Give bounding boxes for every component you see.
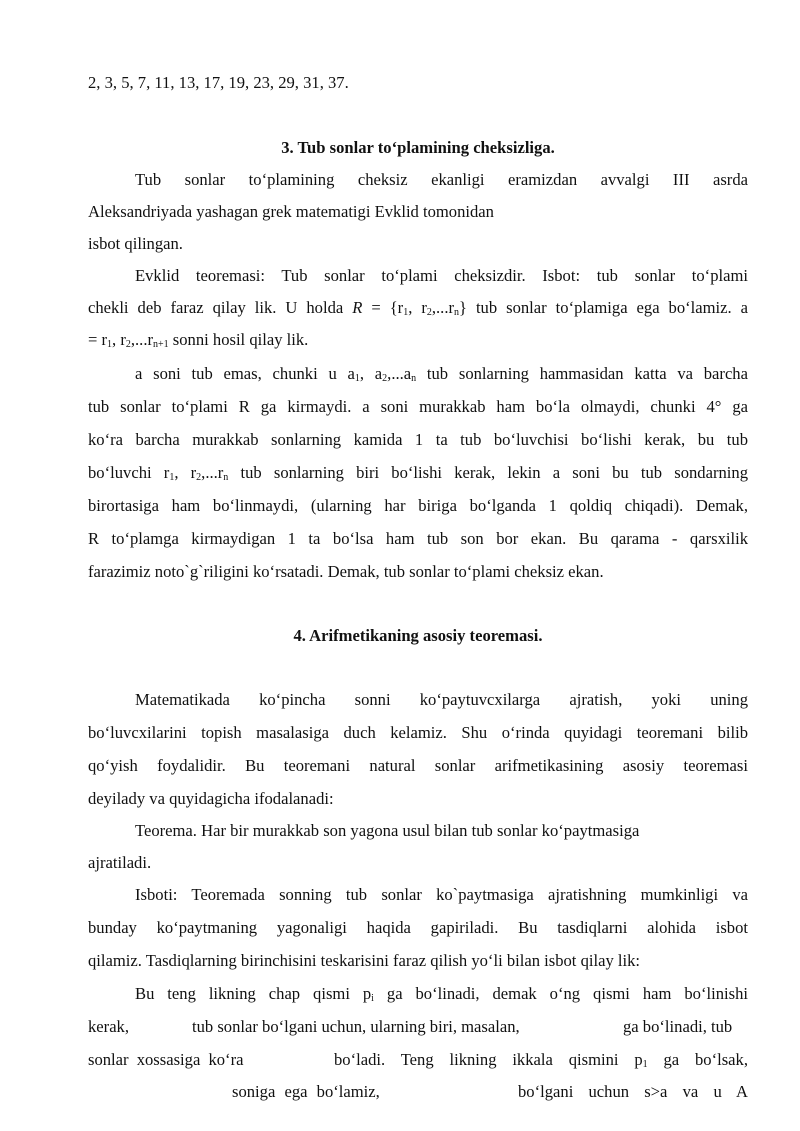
s4-p2-line2: ajratiladi. [88, 853, 152, 872]
s3-p2-line3: = $r_1$, $r_2,...r_{n+1}$ sonni hosil qilay lik. [88, 330, 309, 350]
s4-p1-line3: qo‘yish foydalidir. Bu teoremani natural sonlar arifmetikasining asosiy teoremasi [88, 756, 748, 775]
s4-p4-line1: Bu teng likning chap qismi $p_i$ ga bo‘linadi, demak o‘ng qismi ham bo‘linishi [135, 984, 748, 1004]
s4-p4-line3b: bo‘ladi. Teng likning ikkala qismini $p_1$ ga bo‘lsak, [334, 1050, 748, 1070]
s3-p1-line2: Aleksandriyada yashagan grek matematigi Evklid tomonidan [88, 202, 494, 221]
s3-p3-line6: R to‘plamga kirmaydigan 1 ta bo‘lsa ham tub son bor ekan. Bu qarama - qarsxilik [88, 529, 748, 548]
s4-p4-line4a: soniga ega bo‘lamiz, [232, 1082, 380, 1101]
s4-p1-line1: Matematikada ko‘pincha sonni ko‘paytuvcxilarga ajratish, yoki uning [135, 690, 748, 709]
s4-p2-line1: Teorema. Har bir murakkab son yagona usul bilan tub sonlar ko‘paytmasiga [135, 821, 640, 840]
s4-p4-line2a: kerak, [88, 1017, 129, 1036]
s3-p1-line3: isbot qilingan. [88, 234, 183, 253]
s4-p4-line3a: sonlar xossasiga ko‘ra [88, 1050, 244, 1069]
s4-p3-line2: bunday ko‘paytmaning yagonaligi haqida gapiriladi. Bu tasdiqlarni alohida isbot [88, 918, 748, 937]
s3-p3-line1: a soni tub emas, chunki u $a_1$, $a_2,...a_n$ tub sonlarning hammasidan katta va barcha [135, 364, 748, 384]
s4-p1-line2: bo‘luvcxilarini topish masalasiga duch kelamiz. Shu o‘rinda quyidagi teoremani bilib [88, 723, 748, 742]
s3-p1-line1: Tub sonlar to‘plamining cheksiz ekanligi eramizdan avvalgi III asrda [135, 170, 748, 189]
s4-p3-line3: qilamiz. Tasdiqlarning birinchisini teskarisini faraz qilish yo‘li bilan isbot qilay lik: [88, 951, 641, 970]
s3-p3-line3: ko‘ra barcha murakkab sonlarning kamida 1 ta tub bo‘luvchisi bo‘lishi kerak, bu tub [88, 430, 748, 449]
section-3-heading: 3. Tub sonlar to‘plamining cheksizliga. [281, 138, 555, 157]
s4-p1-line4: deyilady va quyidagicha ifodalanadi: [88, 789, 334, 808]
s4-p4-line2c: ga bo‘linadi, tub [623, 1017, 733, 1036]
s3-p2-line1: Evklid teoremasi: Tub sonlar to‘plami cheksizdir. Isbot: tub sonlar to‘plami [135, 266, 748, 285]
s4-p4-line4b: bo‘lgani uchun s>a va u A [518, 1082, 748, 1101]
s4-p3-line1: Isboti: Teoremada sonning tub sonlar ko`paytmasiga ajratishning mumkinligi va [135, 885, 748, 904]
s3-p3-line4: bo‘luvchi $r_1$, $r_2,...r_n$ tub sonlarning biri bo‘lishi kerak, lekin a soni bu tub sondarning [88, 463, 748, 483]
s3-p2-line2: chekli deb faraz qilay lik. U holda $R = \{r_1$, $r_2,...r_n$} tub sonlar to‘plamiga ega bo‘lamiz. a [88, 298, 749, 318]
section-4-heading: 4. Arifmetikaning asosiy teoremasi. [293, 626, 543, 645]
s3-p3-line5: birortasiga ham bo‘linmaydi, (ularning har biriga bo‘lganda 1 qoldiq chiqadi). Demak, [88, 496, 748, 515]
s3-p3-line2: tub sonlar to‘plami R ga kirmaydi. a soni murakkab ham bo‘la olmaydi, chunki 4° ga [88, 397, 748, 416]
prime-list-line: 2, 3, 5, 7, 11, 13, 17, 19, 23, 29, 31, 37. [88, 73, 349, 92]
s3-p3-line7: farazimiz noto`g`riligini ko‘rsatadi. Demak, tub sonlar to‘plami cheksiz ekan. [88, 562, 604, 581]
s4-p4-line2b: tub sonlar bo‘lgani uchun, ularning biri, masalan, [192, 1017, 520, 1036]
